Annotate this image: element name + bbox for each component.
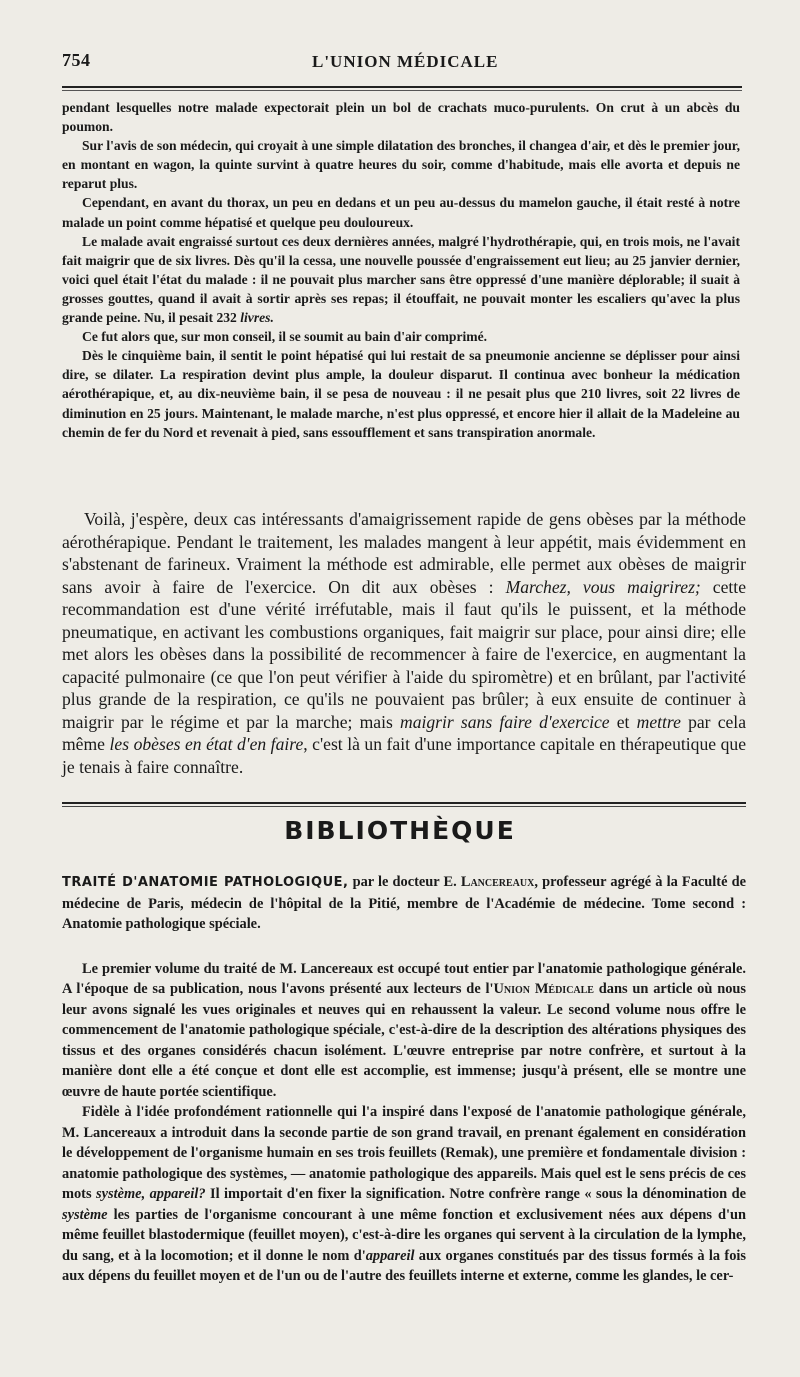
text-run: cette recommandation est d'une vérité irréfutable, mais il faut qu'ils le puissent, et la méthode pneumatique, en activant les combustions organiques, fait maigrir sur place, pour ainsi dire; elle met alors les obèses dans la possibilité de recommencer à faire de l'exercice, en augmentant la capacité pulmonaire (ce que l'on peut vérifier à l'aide du spiromètre) et en brûlant, par l'activité plus grande de la respiration, ce qu'ils ne pouvaient pas brûler; à eux ensuite de continuer à maigrir par le régime et par la marche; mais bbox=[62, 576, 746, 732]
section-title: BIBLIOTHÈQUE bbox=[284, 816, 516, 845]
page-header bbox=[62, 50, 740, 76]
paragraph: Cependant, en avant du thorax, un peu en dedans et un peu au-dessus du mamelon gauche, il était resté à notre malade un point comme hépatisé et quelque peu douloureux. bbox=[62, 195, 740, 230]
book-title: TRAITÉ D'ANATOMIE PATHOLOGIQUE, bbox=[62, 875, 349, 890]
text-run: , professeur agrégé à la Faculté de médecine de Paris, médecin de l'hôpital de la Pitié, membre de l'Académie de médecine. Tome second : Anatomie pathologique spéciale. bbox=[62, 874, 746, 932]
paragraph bbox=[62, 1102, 746, 1287]
text-run: et bbox=[609, 711, 637, 732]
paragraph: Ce fut alors que, sur mon conseil, il se soumit au bain d'air comprimé. bbox=[82, 329, 488, 345]
italic-run: Marchez, vous maigrirez; bbox=[505, 576, 701, 597]
text-run: Le malade avait engraissé surtout ces deux dernières années, malgré l'hydrothérapie, qui, en trois mois, ne l'avait fait maigrir que de six livres. Dès qu'il la cessa, une nouvelle poussée d'engraissement eut lieu; au 25 janvier dernier, voici quel était l'état du malade : il ne pouvait plus marcher sans être oppressé d'une manière déplorable; il suait à grosses gouttes, quand il avait à sortir après ses repas; il étouffait, ne pouvait monter les escaliers qu'avec la plus grande peine. Nu, il pesait 232 bbox=[62, 233, 740, 326]
paragraph: Dès le cinquième bain, il sentit le point hépatisé qui lui restait de sa pneumonie ancienne se déplisser pour ainsi dire, se dilater. La respiration devint plus ample, la douleur disparut. Il continua avec bonheur la médication aérothérapique, et, au dix-neuvième bain, il se pesa de nouveau : il ne pesait plus que 210 livres, soit 22 livres de diminution en 25 jours. Maintenant, le malade marche, n'est plus oppressé, et encore hier il allait de la Madeleine au chemin de fer du Nord et revenait à pied, sans essoufflement et sans transpiration anormale. bbox=[62, 348, 740, 440]
paragraph: pendant lesquelles notre malade expectorait plein un bol de crachats muco-purulents. On crut à un abcès du poumon. bbox=[62, 100, 740, 135]
running-head: L'UNION MÉDICALE bbox=[312, 52, 499, 71]
italic-run: système bbox=[62, 1206, 108, 1223]
paragraph bbox=[62, 508, 746, 778]
text-run: Le premier volume du traité de M. Lancereaux est occupé tout entier par l'anatomie pathologique générale. A l'époque de sa publication, nous l'avons présenté aux lecteurs de l' bbox=[62, 960, 746, 997]
italic-run: les obèses en état d'en faire bbox=[109, 734, 304, 754]
text-run: Voilà, j'espère, deux cas intéressants d'amaigrissement rapide de gens obèses par la méthode aérothérapique. Pendant le traitement, les malades mangent à leur appétit, mais évidemment en s'abstenant de farineux. Vraiment la méthode est admirable, elle permet aux obèses de maigrir sans avoir à faire de l'exercice. On dit aux obèses : bbox=[62, 509, 746, 597]
text-run: Il importait d'en fixer la signification. Notre confrère range « sous la dénomination de bbox=[205, 1186, 746, 1202]
header-rule bbox=[62, 86, 742, 88]
header-rule-thin bbox=[62, 90, 742, 91]
italic-run: mettre bbox=[636, 711, 681, 732]
paragraph bbox=[62, 232, 740, 327]
section-rule-thin bbox=[62, 806, 746, 807]
italic-run: appareil bbox=[365, 1247, 415, 1264]
paragraph: Sur l'avis de son médecin, qui croyait à une simple dilatation des bronches, il changea d'air, et dès le premier jour, en montant en wagon, la quinte survint à quatre heures du soir, comme d'habitude, mais elle avorta et depuis ne reparut plus. bbox=[62, 138, 740, 192]
text-run: par le docteur E. bbox=[348, 874, 461, 890]
bibliography-text bbox=[62, 872, 746, 1287]
paragraph bbox=[62, 959, 746, 1103]
italic-run: système, appareil? bbox=[96, 1186, 206, 1202]
page-number: 754 bbox=[62, 50, 91, 70]
book-reference bbox=[62, 872, 746, 935]
italic-run: maigrir sans faire d'exercice bbox=[399, 711, 610, 732]
journal-name: Union Médicale bbox=[493, 981, 594, 997]
text-run: par cela même bbox=[62, 711, 747, 754]
text-run: Fidèle à l'idée profondément rationnelle qui l'a inspiré dans l'exposé de l'anatomie pathologique générale, M. Lancereaux a introduit dans la seconde partie de son grand travail, en prenant également en considération le développement de l'organisme humain en ses trois feuillets (Remak), une première et fondamentale division : anatomie pathologique des systèmes, — anatomie pathologique des appareils. Mais quel est le sens précis de ces mots bbox=[62, 1104, 746, 1202]
text-run: les parties de l'organisme concourant à une même fonction et exclusivement nées aux dépens d'un même feuillet blastodermique (feuillet moyen), c'est-à-dire les organes qui servent à la circulation de la lymphe, du sang, et à la locomotion; et il donne le nom d' bbox=[62, 1206, 746, 1264]
conclusion-text bbox=[62, 508, 746, 778]
text-run: aux organes constitués par des tissus formés à la fois aux dépens du feuillet moyen et de l'un ou de l'autre des feuillets interne et externe, comme les glandes, le cer- bbox=[62, 1247, 746, 1284]
text-run: dans un article où nous leur avons signalé les vues originales et neuves qui en rehaussent la valeur. Le second volume nous offre le commencement de l'anatomie pathologique spéciale, c'est-à-dire de la description des altérations physiques des tissus et des organes considérés chacun isolément. L'œuvre entreprise par notre confrère, et surtout à la manière dont elle a été conçue et dont elle est accomplie, est immense; jusqu'à présent, elle se montre une œuvre de haute portée scientifique. bbox=[62, 981, 746, 1100]
italic-run: livres. bbox=[240, 310, 274, 326]
author-name: Lancereaux bbox=[460, 874, 535, 890]
case-report-text bbox=[62, 98, 740, 442]
section-rule bbox=[62, 802, 746, 804]
text-run: , c'est là un fait d'une importance capitale en thérapeutique que je tenais à faire connaître. bbox=[62, 734, 747, 777]
